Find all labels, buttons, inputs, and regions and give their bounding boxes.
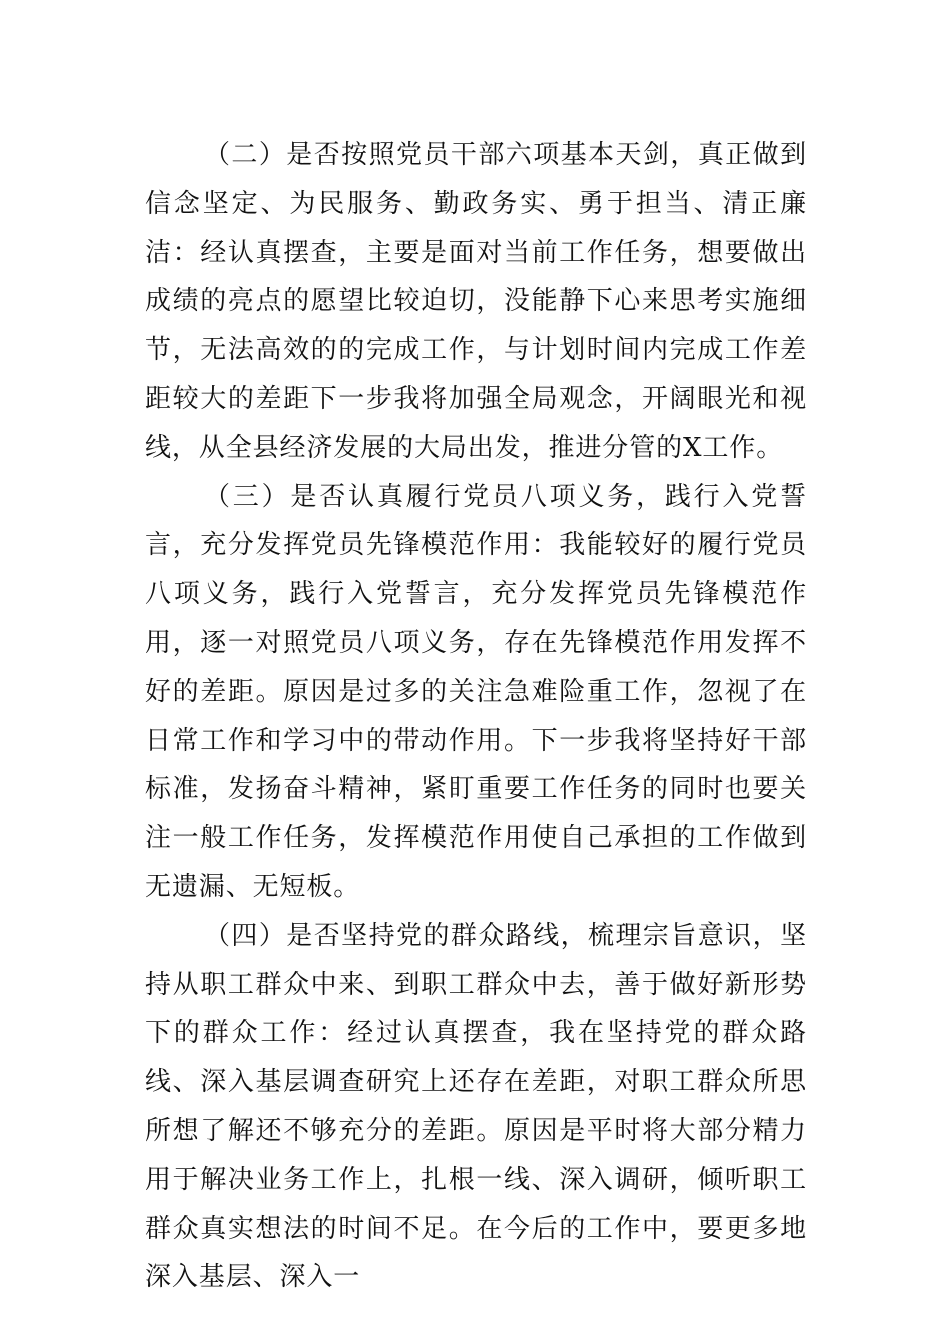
document-body <box>145 131 807 1302</box>
paragraph-section-2: （二）是否按照党员干部六项基本天剑，真正做到信念坚定、为民服务、勤政务实、勇于担当、清正廉洁：经认真摆查，主要是面对当前工作任务，想要做出成绩的亮点的愿望比较迫切，没能静下心来思考实施细节，无法高效的的完成工作，与计划时间内完成工作差距较大的差距下一步我将加强全局观念，开阔眼光和视线，从全县经济发展的大局出发，推进分管的X工作。 <box>145 140 807 463</box>
paragraph-section-3: （三）是否认真履行党员八项义务，践行入党誓言，充分发挥党员先锋模范作用：我能较好的履行党员八项义务，践行入党誓言，充分发挥党员先锋模范作用，逐一对照党员八项义务，存在先锋模范作用发挥不好的差距。原因是过多的关注急难险重工作，忽视了在日常工作和学习中的带动作用。下一步我将坚持好干部标准，发扬奋斗精神，紧盯重要工作任务的同时也要关注一般工作任务，发挥模范作用使自己承担的工作做到无遗漏、无短板。 <box>145 481 807 902</box>
paragraph-section-4: （四）是否坚持党的群众路线，梳理宗旨意识，坚持从职工群众中来、到职工群众中去，善于做好新形势下的群众工作：经过认真摆查，我在坚持党的群众路线、深入基层调查研究上还存在差距，对职工群众所思所想了解还不够充分的差距。原因是平时将大部分精力用于解决业务工作上，扎根一线、深入调研，倾听职工群众真实想法的时间不足。在今后的工作中，要更多地深入基层、深入一 <box>145 920 807 1293</box>
